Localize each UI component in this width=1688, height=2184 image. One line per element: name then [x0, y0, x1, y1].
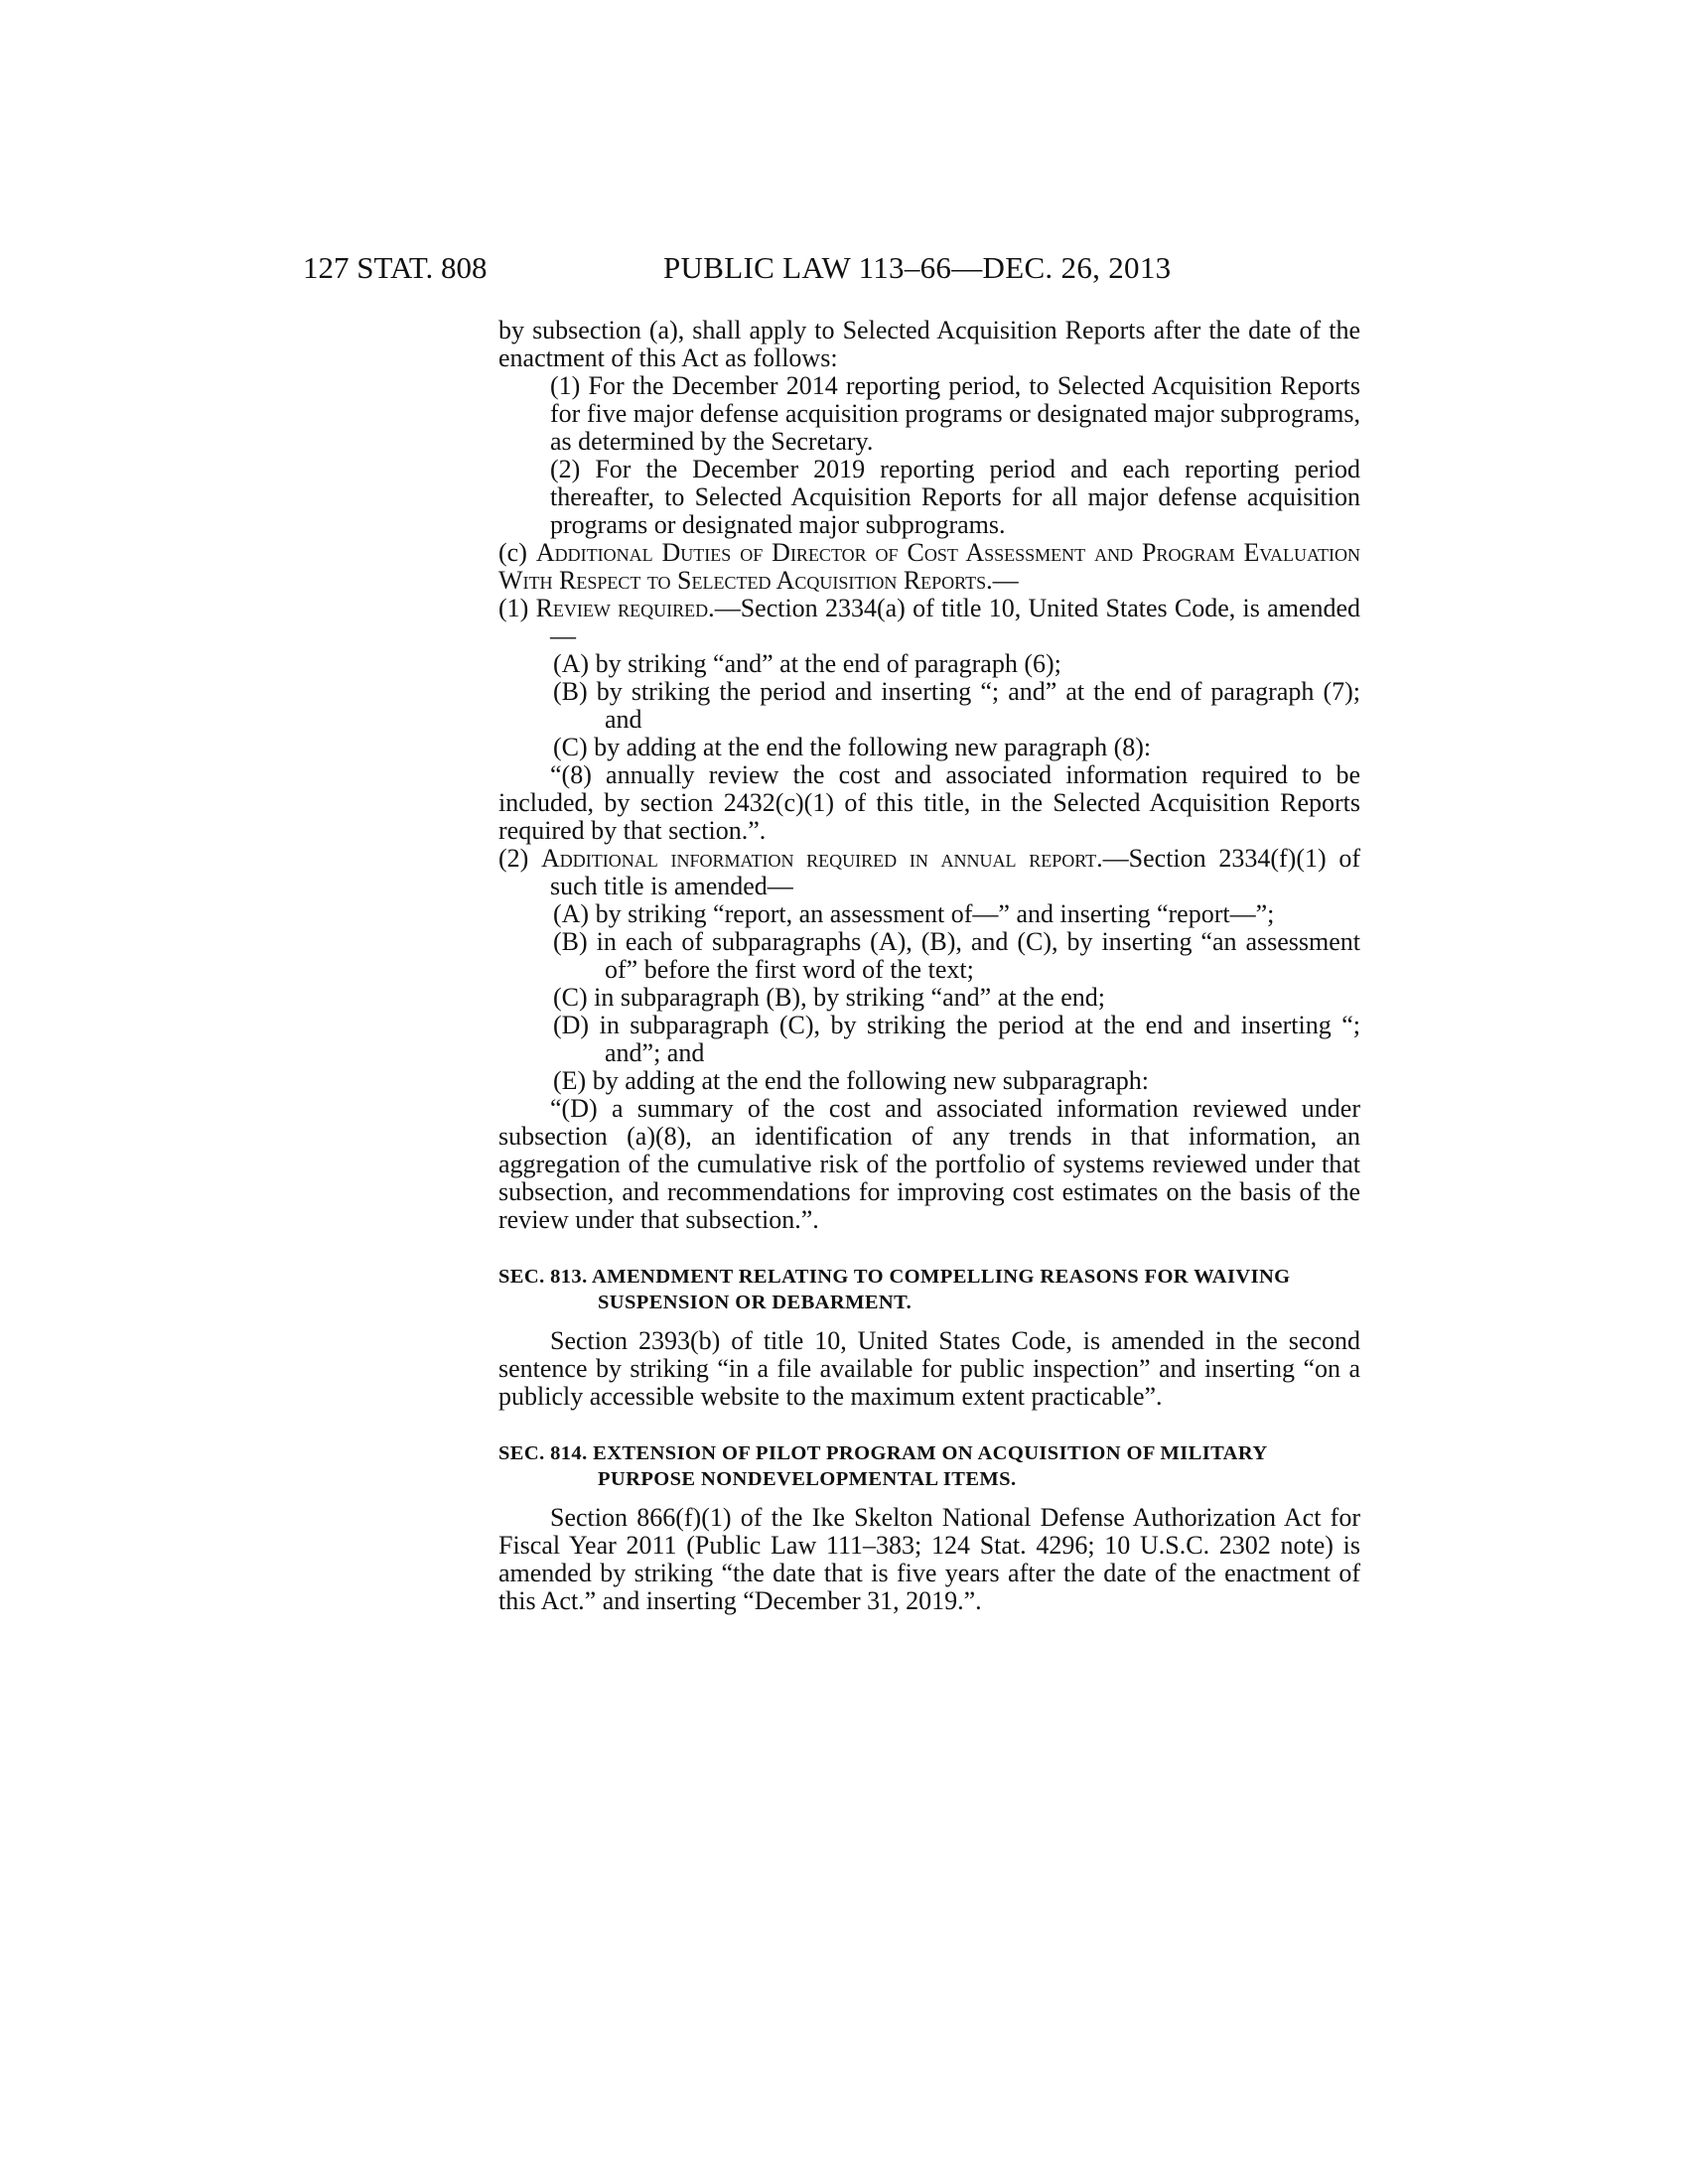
- subsection-c: [498, 539, 1360, 595]
- subsection-c-prefix: (c): [498, 538, 536, 567]
- additional-info-prefix: (2): [498, 844, 542, 873]
- additional-subparagraph-c: (C) in subparagraph (B), by striking “and” at the end;: [553, 983, 1105, 1012]
- additional-subparagraph-d: (D) in subparagraph (C), by striking the period at the end and inserting “; and”; and: [553, 1011, 1360, 1067]
- section-814-number: SEC. 814.: [498, 1442, 588, 1464]
- section-813-heading: [498, 1264, 1360, 1315]
- review-heading: Review required.: [535, 594, 715, 622]
- statute-page-number: 127 STAT. 808: [303, 250, 488, 285]
- quoted-paragraph-8: “(8) annually review the cost and associated information required to be included, by section 2432(c)(1) of this title, in the Selected Acquisition Reports required by that section.”.: [498, 760, 1360, 845]
- subsection-c-dash: —: [992, 566, 1019, 595]
- additional-subparagraph-a: (A) by striking “report, an assessment of—” and inserting “report—”;: [553, 899, 1275, 928]
- section-814-text: Section 866(f)(1) of the Ike Skelton National Defense Authorization Act for Fiscal Year 2011 (Public Law 111–383; 124 Stat. 4296; 10 U.S.C. 2302 note) is amended by striking “the date that is five years after the date of the enactment of this Act.” and inserting “December 31, 2019.”.: [498, 1503, 1360, 1615]
- statute-text: [498, 317, 1360, 1615]
- additional-info-text: —Section 2334(f)(1) of such title is amended—: [550, 844, 1360, 900]
- review-subparagraph-c: (C) by adding at the end the following new paragraph (8):: [553, 733, 1152, 761]
- review-subparagraph-b: (B) by striking the period and inserting “; and” at the end of paragraph (7); and: [553, 677, 1360, 734]
- additional-info-heading: Additional information required in annual report.: [541, 844, 1103, 873]
- quoted-subparagraph-d: “(D) a summary of the cost and associated information reviewed under subsection (a)(8), an identification of any trends in that information, an aggregation of the cumulative risk of the portfolio of systems reviewed under that subsection, and recommendations for improving cost estimates on the basis of the review under that subsection.”.: [498, 1094, 1360, 1234]
- paragraph-additional-info: [498, 845, 1360, 900]
- paragraph-2: (2) For the December 2019 reporting period and each reporting period thereafter, to Selected Acquisition Reports for all major defense acquisition programs or designated major subprograms.: [550, 455, 1360, 539]
- section-813-text: Section 2393(b) of title 10, United States Code, is amended in the second sentence by striking “in a file available for public inspection” and inserting “on a publicly accessible website to the maximum extent practicable”.: [498, 1326, 1360, 1411]
- section-813-title: AMENDMENT RELATING TO COMPELLING REASONS FOR WAIVING SUSPENSION OR DEBARMENT.: [592, 1266, 1291, 1313]
- paragraph-review-required: [498, 595, 1360, 650]
- additional-subparagraph-e: (E) by adding at the end the following new subparagraph:: [553, 1066, 1149, 1095]
- section-814-title: EXTENSION OF PILOT PROGRAM ON ACQUISITION OF MILITARY PURPOSE NONDEVELOPMENTAL ITEMS.: [593, 1442, 1267, 1490]
- subsection-c-heading: Additional Duties of Director of Cost Assessment and Program Evaluation With Respect to Selected Acquisition Reports.: [498, 538, 1361, 595]
- review-subparagraph-a: (A) by striking “and” at the end of paragraph (6);: [553, 649, 1061, 678]
- running-header: [303, 248, 1365, 288]
- section-814-heading: [498, 1440, 1360, 1492]
- review-prefix: (1): [498, 594, 536, 622]
- public-law-title: PUBLIC LAW 113–66—DEC. 26, 2013: [663, 250, 1172, 285]
- paragraph-continuation: by subsection (a), shall apply to Selected Acquisition Reports after the date of the enactment of this Act as follows:: [498, 316, 1360, 372]
- review-text: —Section 2334(a) of title 10, United States Code, is amended—: [550, 594, 1361, 650]
- paragraph-1: (1) For the December 2014 reporting period, to Selected Acquisition Reports for five major defense acquisition programs or designated major subprograms, as determined by the Secretary.: [550, 371, 1360, 456]
- additional-subparagraph-b: (B) in each of subparagraphs (A), (B), and (C), by inserting “an assessment of” before the first word of the text;: [553, 927, 1360, 984]
- section-813-number: SEC. 813.: [498, 1266, 588, 1288]
